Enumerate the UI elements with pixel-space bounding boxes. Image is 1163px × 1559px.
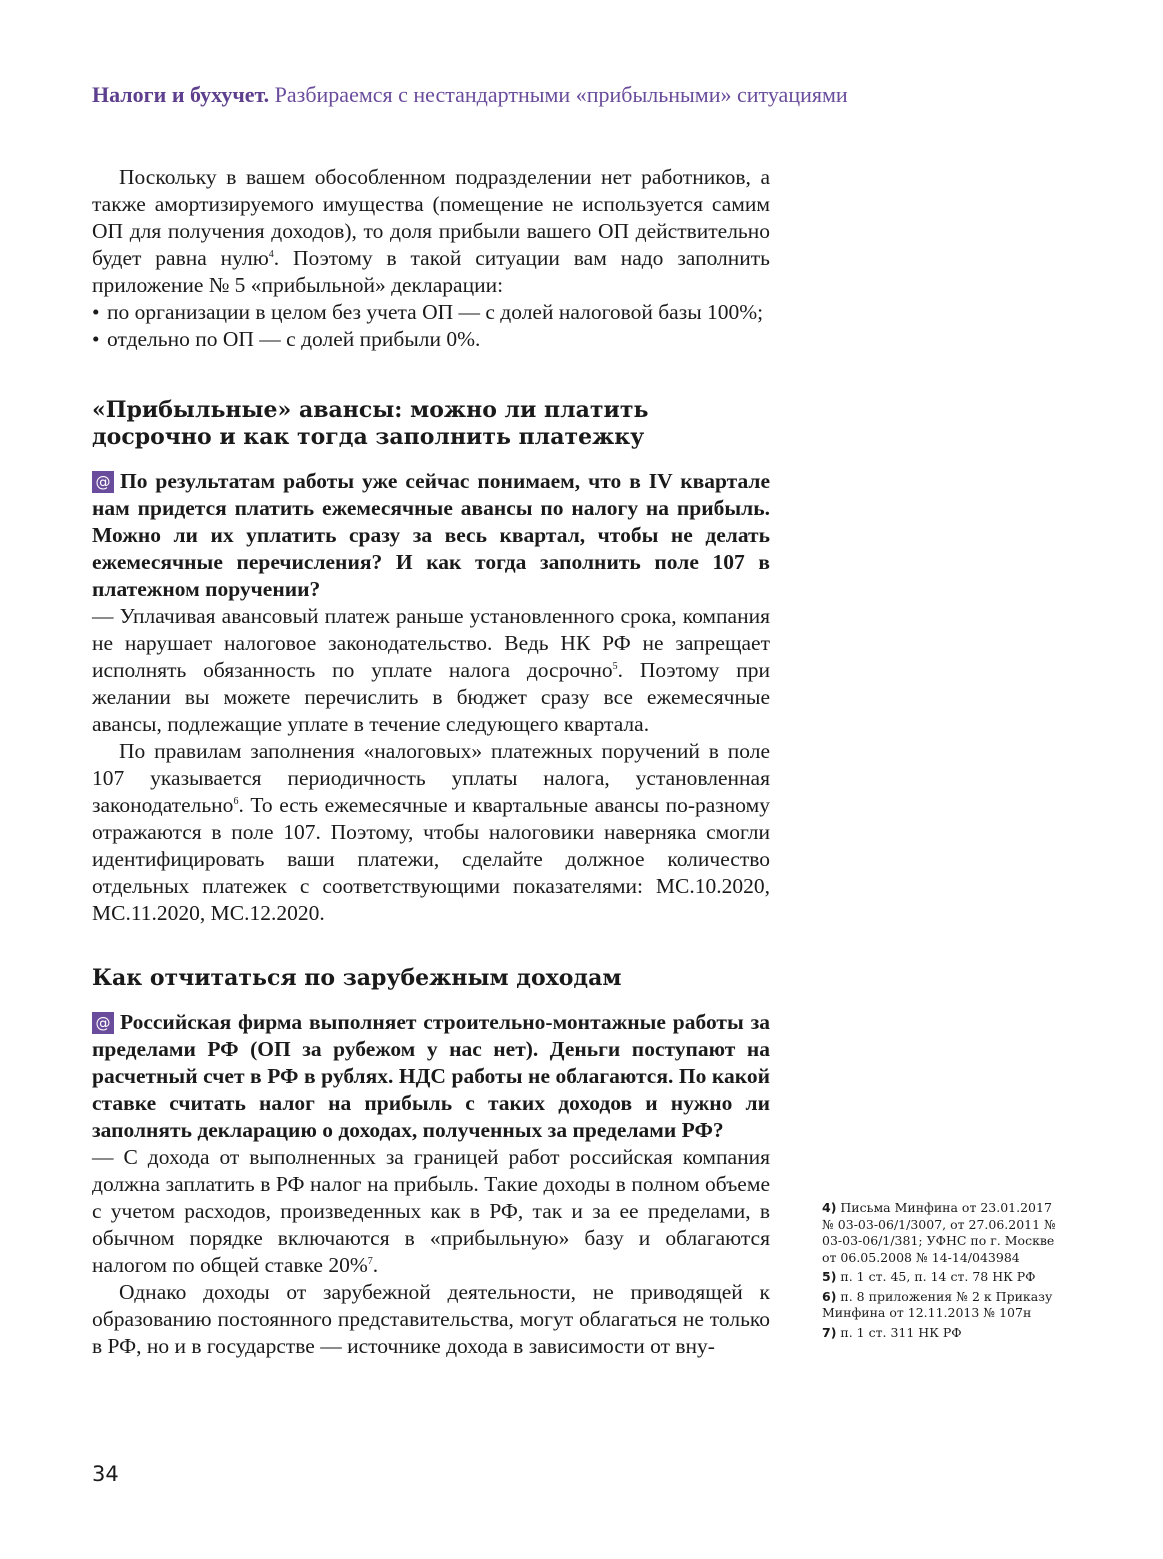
footnote-ref-6[interactable]: 6	[233, 796, 239, 807]
footnote-ref-4[interactable]: 4	[268, 249, 274, 260]
running-header	[92, 82, 848, 108]
intro-text-cont: . Поэтому в такой ситуации вам надо заполнить приложение № 5 «прибыльной» декларации:	[92, 246, 770, 297]
question-at-icon: @	[92, 471, 114, 493]
intro-bullet-list	[92, 299, 770, 353]
answer-text-cont: . Поэтому при желании вы можете перечислить в бюджет сразу все ежемесячные авансы, подлежащие уплате в течение следующего квартала.	[92, 658, 770, 736]
footnote-6	[822, 1289, 1062, 1322]
footnote-number: 5)	[822, 1269, 837, 1284]
section-heading-foreign-income: Как отчитаться по зарубежным доходам	[92, 965, 622, 991]
footnote-5	[822, 1269, 1062, 1286]
answer-text-cont: .	[372, 1253, 379, 1277]
answer-paragraph	[92, 1144, 770, 1279]
heading-line: досрочно и как тогда заполнить платежку	[92, 424, 645, 450]
footnote-ref-7[interactable]: 7	[367, 1256, 373, 1267]
question-foreign-income	[92, 1009, 770, 1144]
question-at-icon: @	[92, 1012, 114, 1034]
footnote-4	[822, 1200, 1062, 1266]
page-number: 34	[92, 1462, 119, 1486]
answer-paragraph	[92, 738, 770, 927]
footnote-number: 6)	[822, 1288, 837, 1304]
question-advances	[92, 468, 770, 603]
question-text: По результатам работы уже сейчас понимаем, что в IV квартале нам придется платить ежемесячные авансы по налогу на прибыль. Можно ли их уплатить сразу за весь квартал, чтобы не делать ежемесячные перечисления? И как тогда заполнить поле 107 в платежном поручении?	[92, 469, 770, 601]
heading-line: «Прибыльные» авансы: можно ли платить	[92, 397, 649, 423]
answer-text: — Уплачивая авансовый платеж раньше установленного срока, компания не нарушает налоговое законодательство. Ведь НК РФ не запрещает исполнять обязанность по уплате налога досрочно	[92, 604, 770, 682]
bullet-item: • отдельно по ОП — с долей прибыли 0%.	[92, 326, 770, 353]
bullet-item: • по организации в целом без учета ОП — с долей налоговой базы 100%;	[92, 299, 770, 326]
intro-paragraph	[92, 164, 770, 299]
footnote-text: п. 8 приложения № 2 к Приказу Минфина от 12.11.2013 № 107н	[822, 1288, 1053, 1320]
footnote-7	[822, 1325, 1062, 1342]
header-title: Разбираемся с нестандартными «прибыльными» ситуациями	[274, 82, 848, 107]
answer-text-cont: . То есть ежемесячные и квартальные авансы по-разному отражаются в поле 107. Поэтому, чтобы налоговики наверняка смогли идентифицировать ваши платежи, сделайте должное количество отдельных платежек с соответствующими показателями: МС.10.2020, МС.11.2020, МС.12.2020.	[92, 793, 770, 925]
intro-text: Поскольку в вашем обособленном подразделении нет работников, а также амортизируемого имущества (помещение не используется самим ОП для получения доходов), то доля прибыли вашего ОП действительно будет равна нулю	[92, 165, 770, 270]
footnote-text: п. 1 ст. 45, п. 14 ст. 78 НК РФ	[840, 1269, 1036, 1284]
header-section: Налоги и бухучет.	[92, 82, 270, 107]
section-heading-advances	[92, 397, 770, 451]
footnote-number: 7)	[822, 1324, 837, 1340]
main-column	[92, 164, 770, 1360]
answer-text: — С дохода от выполненных за границей работ российская компания должна заплатить в РФ налог на прибыль. Такие доходы в полном объеме с учетом расходов, произведенных как в РФ, так и за ее пределами, в обычном порядке включаются в «прибыльную» базу и облагаются налогом по общей ставке 20%	[92, 1145, 770, 1277]
footnote-ref-5[interactable]: 5	[612, 661, 618, 672]
footnote-text: Письма Минфина от 23.01.2017 № 03-03-06/1/3007, от 27.06.2011 № 03-03-06/1/381; УФНС по г. Москве от 06.05.2008 № 14-14/043984	[822, 1200, 1056, 1265]
footnote-number: 4)	[822, 1200, 837, 1215]
answer-text: По правилам заполнения «налоговых» платежных поручений в поле 107 указывается периодичность уплаты налога, установленная законодательно	[92, 739, 770, 817]
answer-paragraph: Однако доходы от зарубежной деятельности, не приводящей к образованию постоянного представительства, могут облагаться не только в РФ, но и в государстве — источнике дохода в зависимости от вну-	[92, 1280, 770, 1358]
answer-paragraph	[92, 603, 770, 738]
footnote-text: п. 1 ст. 311 НК РФ	[840, 1324, 962, 1340]
question-text: Российская фирма выполняет строительно-монтажные работы за пределами РФ (ОП за рубежом у нас нет). Деньги поступают на расчетный счет в РФ в рублях. НДС работы не облагаются. По какой ставке считать налог на прибыль с таких доходов и нужно ли заполнять декларацию о доходах, полученных за пределами РФ?	[92, 1010, 770, 1142]
footnotes-sidebar	[822, 1200, 1062, 1344]
